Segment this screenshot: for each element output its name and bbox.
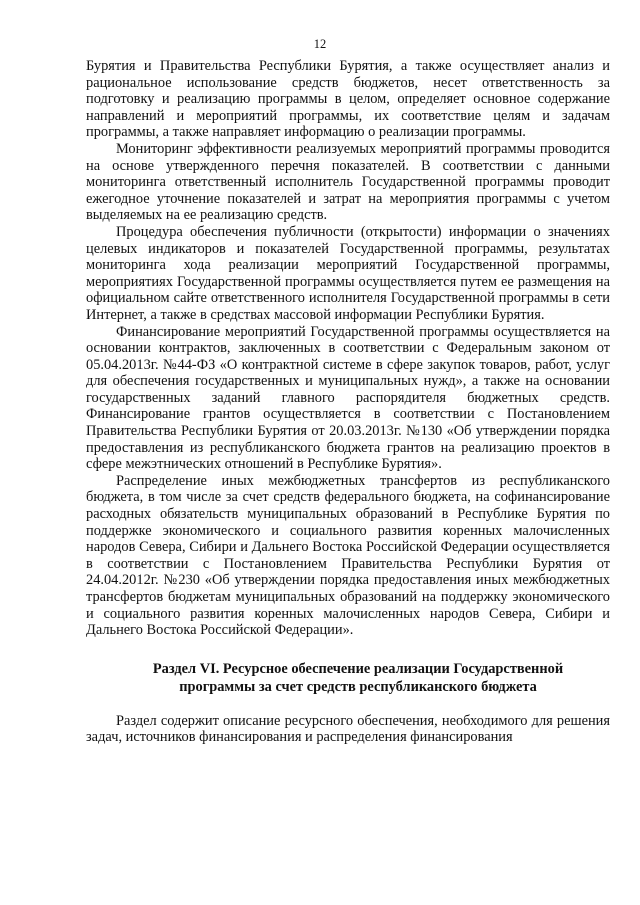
paragraph-monitoring: Мониторинг эффективности реализуемых мероприятий программы проводится на основе утвержденного перечня показателей. В соответствии с данными мониторинга ответственный исполнитель Государственной программы проводит ежегодное уточнение показателей и затрат на мероприятия программы с учетом выделяемых на ее реализацию средств. [86, 140, 610, 224]
section-intro-paragraph: Раздел содержит описание ресурсного обеспечения, необходимого для решения задач, источников финансирования и распределения финансирования [86, 712, 610, 746]
paragraph-publicity: Процедура обеспечения публичности (открытости) информации о значениях целевых индикаторов и показателей Государственной программы, результатах мониторинга хода реализации мероприятий Государственной программы, мероприятиях Государственной программы осуществляется путем ее размещения на официальном сайте ответственного исполнителя Государственной программы в сети Интернет, а также в средствах массовой информации Республики Бурятия. [86, 223, 610, 323]
paragraph-1: Бурятия и Правительства Республики Бурятия, а также осуществляет анализ и рациональное использование средств бюджетов, несет ответственность за подготовку и реализацию программы в целом, определяет основное содержание направлений и мероприятий программы, их соответствие целям и задачам программы, а также направляет информацию о реализации программы. [86, 58, 610, 141]
section-heading: Раздел VI. Ресурсное обеспечение реализации Государственной программы за счет средств республиканского бюджета [152, 660, 564, 695]
paragraph-financing: Финансирование мероприятий Государственной программы осуществляется на основании контрактов, заключенных в соответствии с Федеральным законом от 05.04.2013г. №44-ФЗ «О контрактной системе в сфере закупок товаров, работ, услуг для обеспечения государственных и муниципальных нужд», а также на основании государственных заданий главного распорядителя бюджетных средств. Финансирование грантов осуществляется в соответствии с Постановлением Правительства Республики Бурятия от 20.03.2013г. №130 «Об утверждении порядка предоставления из республиканского бюджета грантов на реализацию проектов в сфере межэтнических отношений в Республике Бурятия». [86, 323, 610, 473]
page-number: 12 [313, 37, 327, 51]
document-body [86, 58, 610, 746]
paragraph-transfers: Распределение иных межбюджетных трансфертов из республиканского бюджета, в том числе за счет средств федерального бюджета, на софинансирование расходных обязательств муниципальных образований в Республике Бурятия по поддержке экономического и социального развития коренных малочисленных народов Севера, Сибири и Дальнего Востока Российской Федерации осуществляется в соответствии с Постановлением Правительства Республики Бурятия от 24.04.2012г. №230 «Об утверждении порядка предоставления иных межбюджетных трансфертов бюджетам муниципальных образований на поддержку экономического и социального развития коренных малочисленных народов Севера, Сибири и Дальнего Востока Российской Федерации». [86, 472, 610, 639]
